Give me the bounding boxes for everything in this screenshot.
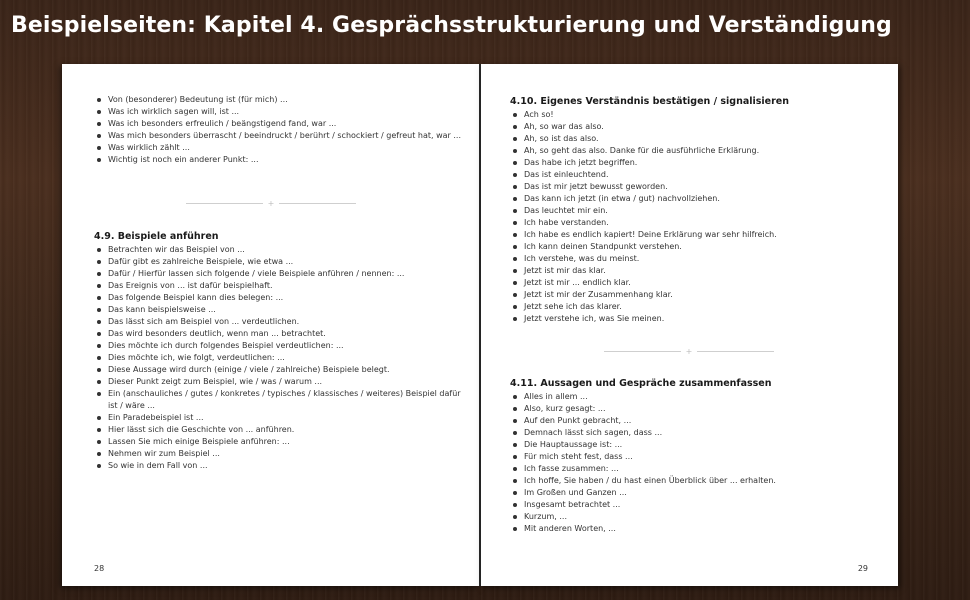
list-item: Ah, so war das also. [510,121,880,133]
right-page [481,64,898,586]
list-item: Das Ereignis von ... ist dafür beispielhaft. [94,280,462,292]
list-item: Betrachten wir das Beispiel von ... [94,244,462,256]
list-item: Mit anderen Worten, ... [510,523,880,535]
list-item: Das lässt sich am Beispiel von ... verdeutlichen. [94,316,462,328]
section-heading: 4.9. Beispiele anführen [94,231,219,242]
divider-ornament: + [267,199,275,208]
list-item: Das folgende Beispiel kann dies belegen: ... [94,292,462,304]
list-item: Ein Paradebeispiel ist ... [94,412,462,424]
list-item: Die Hauptaussage ist: ... [510,439,880,451]
left-page [62,64,480,586]
list-item: Ah, so geht das also. Danke für die ausführliche Erklärung. [510,145,880,157]
list-item: Ich kann deinen Standpunkt verstehen. [510,241,880,253]
list-item: Dies möchte ich durch folgendes Beispiel verdeutlichen: ... [94,340,462,352]
list-item: Dies möchte ich, wie folgt, verdeutlichen: ... [94,352,462,364]
divider-ornament: + [685,347,693,356]
list-item: Für mich steht fest, dass ... [510,451,880,463]
section-divider [186,199,356,208]
list-item: Ich habe verstanden. [510,217,880,229]
list-item: Jetzt sehe ich das klarer. [510,301,880,313]
divider-line [604,351,681,352]
list-item: Nehmen wir zum Beispiel ... [94,448,462,460]
list-item: Das wird besonders deutlich, wenn man ... betrachtet. [94,328,462,340]
list-item: Lassen Sie mich einige Beispiele anführen: ... [94,436,462,448]
list-item: Das habe ich jetzt begriffen. [510,157,880,169]
list-item: Jetzt ist mir der Zusammenhang klar. [510,289,880,301]
summary-list [510,391,880,535]
divider-line [186,203,263,204]
list-item: Diese Aussage wird durch (einige / viele / zahlreiche) Beispiele belegt. [94,364,462,376]
list-item: Was ich besonders erfreulich / beängstigend fand, war ... [94,118,462,130]
examples-list [94,244,462,472]
list-item: Dafür / Hierfür lassen sich folgende / viele Beispiele anführen / nennen: ... [94,268,462,280]
list-item: Ach so! [510,109,880,121]
divider-line [279,203,356,204]
left-intro-list-block [94,94,462,166]
list-item: Das kann beispielsweise ... [94,304,462,316]
list-item: Von (besonderer) Bedeutung ist (für mich) ... [94,94,462,106]
list-item: Jetzt verstehe ich, was Sie meinen. [510,313,880,325]
list-item: Alles in allem ... [510,391,880,403]
list-item: Dieser Punkt zeigt zum Beispiel, wie / was / warum ... [94,376,462,388]
list-item: Ich hoffe, Sie haben / du hast einen Überblick über ... erhalten. [510,475,880,487]
understanding-list [510,109,880,325]
list-item: Ich fasse zusammen: ... [510,463,880,475]
page-number: 29 [857,564,868,573]
list-item: Ah, so ist das also. [510,133,880,145]
section-4-10 [510,95,880,325]
list-item: Insgesamt betrachtet ... [510,499,880,511]
list-item: Jetzt ist mir ... endlich klar. [510,277,880,289]
left-intro-list [94,94,462,166]
list-item: So wie in dem Fall von ... [94,460,462,472]
list-item: Das leuchtet mir ein. [510,205,880,217]
divider-line [697,351,774,352]
list-item: Dafür gibt es zahlreiche Beispiele, wie etwa ... [94,256,462,268]
list-item: Ein (anschauliches / gutes / konkretes / typisches / klassisches / weiteres) Beispiel dafür ist / wäre ... [94,388,462,412]
list-item: Also, kurz gesagt: ... [510,403,880,415]
list-item: Wichtig ist noch ein anderer Punkt: ... [94,154,462,166]
list-item: Demnach lässt sich sagen, dass ... [510,427,880,439]
list-item: Das ist mir jetzt bewusst geworden. [510,181,880,193]
list-item: Ich habe es endlich kapiert! Deine Erklärung war sehr hilfreich. [510,229,880,241]
list-item: Auf den Punkt gebracht, ... [510,415,880,427]
page-number: 28 [94,564,105,573]
section-4-11 [510,377,880,535]
list-item: Was mich besonders überrascht / beeindruckt / berührt / schockiert / gefreut hat, war ... [94,130,462,142]
list-item: Das kann ich jetzt (in etwa / gut) nachvollziehen. [510,193,880,205]
list-item: Hier lässt sich die Geschichte von ... anführen. [94,424,462,436]
section-divider [604,347,774,356]
list-item: Im Großen und Ganzen ... [510,487,880,499]
section-4-9 [94,230,462,472]
section-heading: 4.10. Eigenes Verständnis bestätigen / signalisieren [510,96,790,107]
list-item: Was ich wirklich sagen will, ist ... [94,106,462,118]
list-item: Das ist einleuchtend. [510,169,880,181]
list-item: Ich verstehe, was du meinst. [510,253,880,265]
list-item: Kurzum, ... [510,511,880,523]
banner-title: Beispielseiten: Kapitel 4. Gesprächsstrukturierung und Verständigung [11,13,892,38]
list-item: Was wirklich zählt ... [94,142,462,154]
list-item: Jetzt ist mir das klar. [510,265,880,277]
section-heading: 4.11. Aussagen und Gespräche zusammenfassen [510,378,772,389]
